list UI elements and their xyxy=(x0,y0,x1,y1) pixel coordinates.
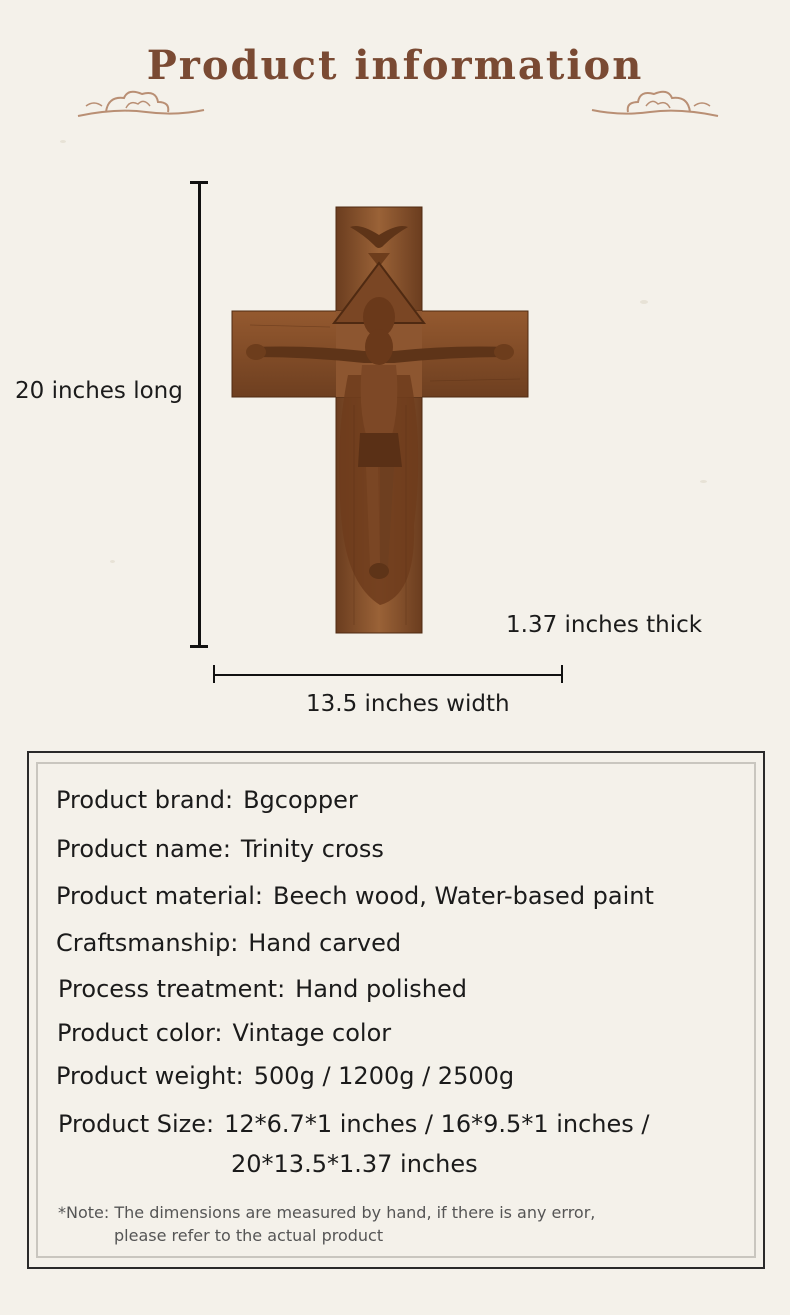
info-row-size xyxy=(58,1110,650,1138)
info-row-process xyxy=(58,975,467,1003)
thickness-label: 1.37 inches thick xyxy=(506,612,703,638)
width-dimension-cap xyxy=(561,665,563,683)
width-label: 13.5 inches width xyxy=(306,691,510,717)
paper-texture xyxy=(640,300,648,304)
info-value: Hand carved xyxy=(248,929,402,957)
info-key: Product brand: xyxy=(56,786,234,814)
info-row-brand xyxy=(56,786,358,814)
info-row-size-continued: 20*13.5*1.37 inches xyxy=(231,1150,478,1178)
info-value: 12*6.7*1 inches / 16*9.5*1 inches / xyxy=(224,1110,650,1138)
cloud-ornament-left-icon xyxy=(76,86,206,122)
paper-texture xyxy=(60,140,66,143)
paper-texture xyxy=(700,480,707,483)
note-line-2: please refer to the actual product xyxy=(114,1226,384,1245)
info-key: Product name: xyxy=(56,835,231,863)
length-dimension-cap xyxy=(190,181,208,184)
info-value: Bgcopper xyxy=(243,786,358,814)
info-row-craftsmanship xyxy=(56,929,401,957)
info-key: Process treatment: xyxy=(58,975,286,1003)
info-row-color xyxy=(57,1019,391,1047)
info-key: Product material: xyxy=(56,882,264,910)
info-value: Trinity cross xyxy=(240,835,384,863)
crucifix-image xyxy=(230,205,530,635)
paper-texture xyxy=(110,560,115,563)
width-dimension-cap xyxy=(213,665,215,683)
info-value: Beech wood, Water-based paint xyxy=(273,882,654,910)
info-value: Vintage color xyxy=(232,1019,392,1047)
info-key: Product weight: xyxy=(56,1062,244,1090)
info-value: 500g / 1200g / 2500g xyxy=(253,1062,515,1090)
page-title: Product information xyxy=(146,42,644,89)
info-key: Product color: xyxy=(57,1019,223,1047)
width-dimension-line xyxy=(214,674,562,676)
info-row-name xyxy=(56,835,384,863)
info-row-weight xyxy=(56,1062,514,1090)
cloud-ornament-right-icon xyxy=(590,86,720,122)
info-row-material xyxy=(56,882,654,910)
info-key: Product Size: xyxy=(58,1110,215,1138)
info-key: Craftsmanship: xyxy=(56,929,239,957)
length-label: 20 inches long xyxy=(15,378,183,404)
length-dimension-cap xyxy=(190,645,208,648)
note-line-1: *Note: The dimensions are measured by hand, if there is any error, xyxy=(58,1203,596,1222)
length-dimension-line xyxy=(198,182,201,647)
info-value: Hand polished xyxy=(295,975,467,1003)
